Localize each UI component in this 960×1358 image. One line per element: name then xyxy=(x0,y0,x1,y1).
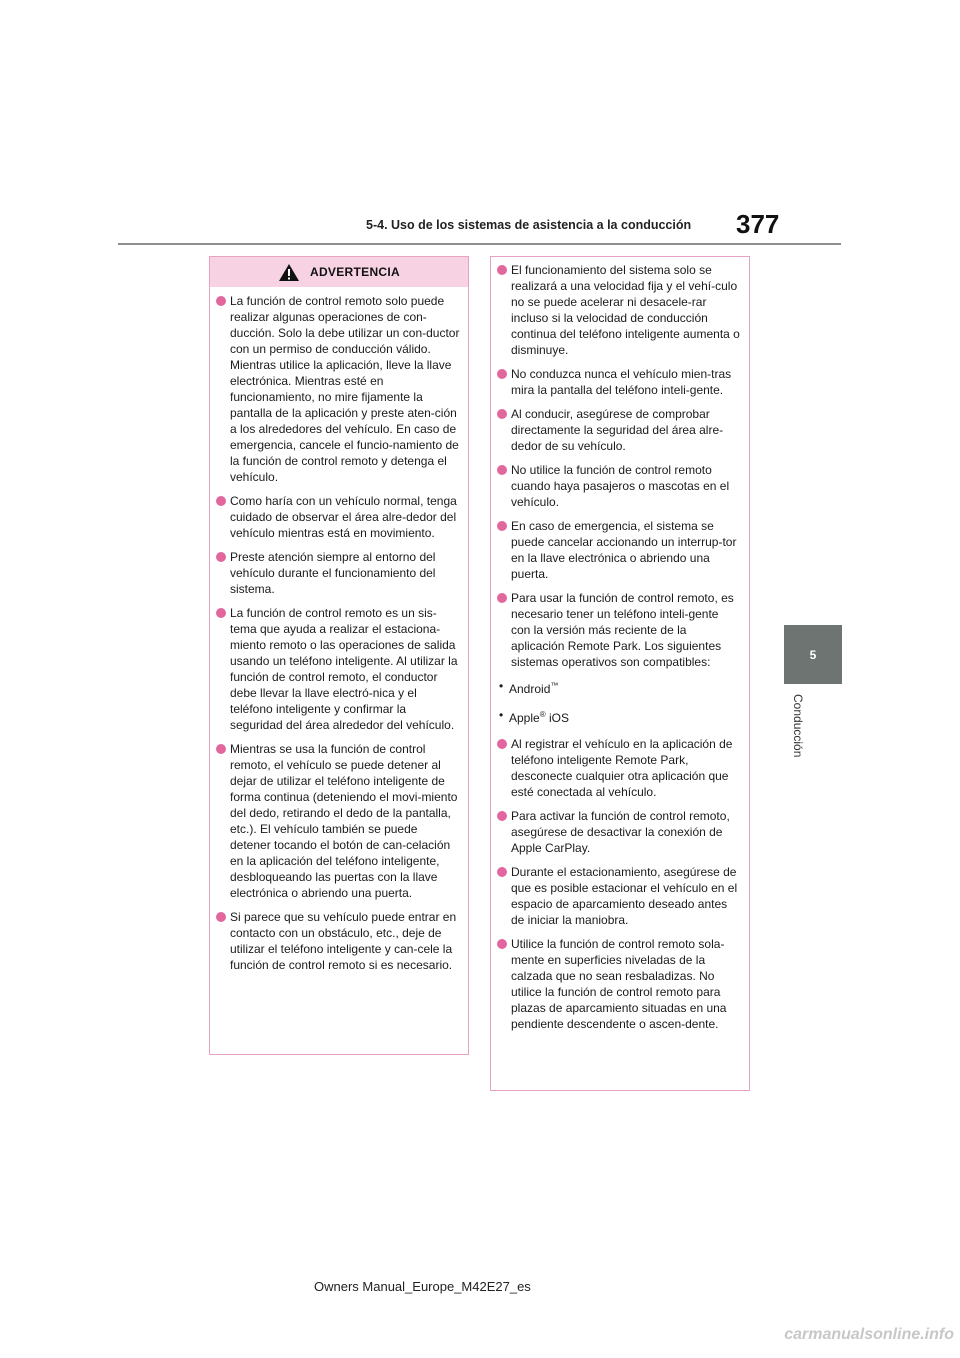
bullet-dot-icon xyxy=(497,521,507,531)
bullet-dot-icon xyxy=(216,496,226,506)
warning-box-left xyxy=(209,256,469,1055)
warning-header xyxy=(210,257,468,287)
list-item: Para activar la función de control remoto, asegúrese de desactivar la conexión de Apple CarPlay. xyxy=(495,808,741,856)
bullet-dot-icon xyxy=(497,409,507,419)
bullet-dot-icon xyxy=(497,939,507,949)
bullet-dot-icon xyxy=(497,739,507,749)
list-item: Si parece que su vehículo puede entrar en contacto con un obstáculo, etc., deje de utilizar el teléfono inteligente y can-cele la función de control remoto si es necesario. xyxy=(214,909,460,973)
os-item-ios: • Apple® iOS xyxy=(499,708,569,725)
header-divider xyxy=(118,243,841,245)
bullet-dot-icon xyxy=(497,867,507,877)
chapter-label: Conducción xyxy=(791,694,805,758)
document-name: Owners Manual_Europe_M42E27_es xyxy=(314,1279,531,1294)
list-item: Como haría con un vehículo normal, tenga cuidado de observar el área alre-dedor del vehículo mientras está en movimiento. xyxy=(214,493,460,541)
chapter-number: 5 xyxy=(809,647,817,662)
list-item: Mientras se usa la función de control remoto, el vehículo se puede detener al dejar de utilizar el teléfono inteligente de forma continua (deteniendo el movi-miento del dedo, retirando el dedo de la pantalla, etc.). El vehículo también se puede detener tocando el botón de can-celación en la aplicación del teléfono inteligente, desbloqueando las puertas con la llave electrónica o abriendo una puerta. xyxy=(214,741,460,901)
os-name: Apple xyxy=(509,711,540,725)
warning-triangle-icon xyxy=(278,263,300,282)
bullet-dot-icon xyxy=(497,369,507,379)
bullet-dot-icon xyxy=(497,465,507,475)
warning-box-right xyxy=(490,256,750,1091)
bullet-dot-icon xyxy=(497,265,507,275)
bullet-dot-icon xyxy=(497,811,507,821)
list-item: Preste atención siempre al entorno del vehículo durante el funcionamiento del sistema. xyxy=(214,549,460,597)
list-item: Durante el estacionamiento, asegúrese de que es posible estacionar el vehículo en el espacio de aparcamiento deseado antes de iniciar la maniobra. xyxy=(495,864,741,928)
warning-title: ADVERTENCIA xyxy=(310,265,400,279)
list-item: No utilice la función de control remoto cuando haya pasajeros o mascotas en el vehículo. xyxy=(495,462,741,510)
bullet-dot-icon xyxy=(216,552,226,562)
bullet-dot-icon xyxy=(216,744,226,754)
trademark-mark: ™ xyxy=(550,681,559,690)
bullet-dot-icon xyxy=(216,296,226,306)
list-item: En caso de emergencia, el sistema se puede cancelar accionando un interrup-tor en la llave electrónica o abriendo una puerta. xyxy=(495,518,741,582)
list-item: Utilice la función de control remoto sola-mente en superficies niveladas de la calzada que no sean resbaladizas. No utilice la función de control remoto para plazas de aparcamiento situadas en una pendiente descendente o ascen-dente. xyxy=(495,936,741,1032)
list-item: Para usar la función de control remoto, es necesario tener un teléfono inteli-gente con la versión más reciente de la aplicación Remote Park. Los siguientes sistemas operativos son compatibles: xyxy=(495,590,741,670)
bullet-dot-icon xyxy=(216,912,226,922)
list-item: No conduzca nunca el vehículo mien-tras mira la pantalla del teléfono inteli-gente. xyxy=(495,366,741,398)
bullet-dot-icon xyxy=(216,608,226,618)
os-item-android: • Android™ xyxy=(499,679,559,696)
bullet-dot-icon xyxy=(497,593,507,603)
list-item: El funcionamiento del sistema solo se realizará a una velocidad fija y el vehí-culo no se puede acelerar ni desacele-rar incluso si la velocidad de conducción continua del teléfono inteligente aumenta o disminuye. xyxy=(495,262,741,358)
watermark[interactable]: carmanualsonline.info xyxy=(784,1326,954,1343)
registered-mark: ® xyxy=(539,710,546,719)
page-number: 377 xyxy=(736,209,780,239)
list-item: Al conducir, asegúrese de comprobar directamente la seguridad del área alre-dedor de su vehículo. xyxy=(495,406,741,454)
list-item: La función de control remoto solo puede realizar algunas operaciones de con-ducción. Solo la debe utilizar un con-ductor con un permiso de conducción válido. Mientras utilice la aplicación, lleve la llave electrónica. Mientras esté en funcionamiento, no mire fijamente la pantalla de la aplicación y preste aten-ción a los alrededores del vehículo. En caso de emergencia, cancele el funcio-namiento de la función de control remoto y detenga el vehículo. xyxy=(214,293,460,485)
section-title: 5-4. Uso de los sistemas de asistencia a la conducción xyxy=(366,218,692,232)
warning-list-right xyxy=(491,257,749,1046)
list-item: La función de control remoto es un sis-tema que ayuda a realizar el estaciona-miento remoto o las operaciones de salida usando un teléfono inteligente. Al utilizar la función de control remoto, el conductor debe llevar la llave electró-nica y el teléfono inteligente y confirmar la seguridad del área alrededor del vehículo. xyxy=(214,605,460,733)
chapter-tab[interactable] xyxy=(784,625,842,684)
list-item: Al registrar el vehículo en la aplicación de teléfono inteligente Remote Park, desconecte cualquier otra aplicación que esté conectada al vehículo. xyxy=(495,736,741,800)
os-suffix: iOS xyxy=(545,711,569,725)
warning-list-left xyxy=(210,287,468,987)
os-name: Android xyxy=(509,682,551,696)
